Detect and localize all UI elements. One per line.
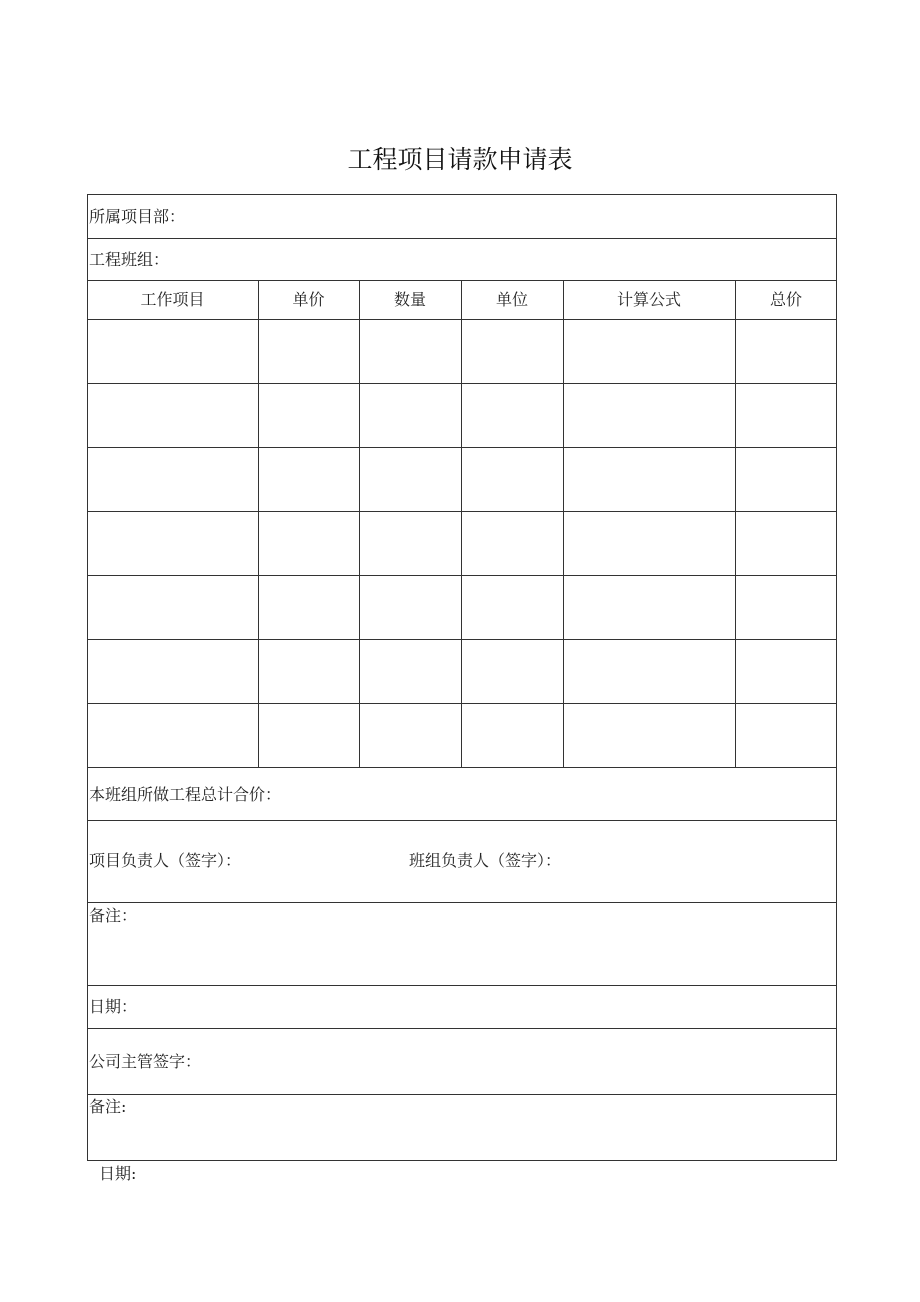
- project-lead-sign-label: 项目负责人（签字）：: [89, 851, 242, 870]
- table-cell: [563, 511, 735, 575]
- divider: [87, 820, 837, 821]
- header-unit-price: 单价: [292, 290, 325, 309]
- table-cell: [359, 383, 461, 447]
- table-cell: [87, 575, 258, 639]
- date-label: 日期:: [99, 1164, 137, 1183]
- table-cell: [258, 703, 359, 767]
- table-cell: [735, 383, 837, 447]
- team-lead-sign-label: 班组负责人（签字）：: [409, 851, 562, 870]
- page-title: 工程项目请款申请表: [347, 145, 573, 174]
- table-cell: [87, 447, 258, 511]
- table-cell: [359, 319, 461, 383]
- table-cell: [359, 639, 461, 703]
- table-cell: [563, 319, 735, 383]
- divider: [87, 902, 837, 903]
- divider: [87, 1094, 837, 1095]
- table-cell: [461, 447, 563, 511]
- header-unit: 单位: [495, 290, 528, 309]
- table-cell: [735, 319, 837, 383]
- table-cell: [87, 383, 258, 447]
- remarks-label: 备注:: [89, 1097, 127, 1116]
- table-cell: [359, 703, 461, 767]
- table-cell: [87, 703, 258, 767]
- divider: [87, 985, 837, 986]
- table-cell: [258, 319, 359, 383]
- table-cell: [461, 383, 563, 447]
- project-dept-label: 所属项目部：: [89, 207, 186, 226]
- divider: [87, 1028, 837, 1029]
- table-cell: [735, 511, 837, 575]
- table-cell: [258, 575, 359, 639]
- table-cell: [563, 703, 735, 767]
- table-cell: [359, 575, 461, 639]
- header-formula: 计算公式: [616, 290, 681, 309]
- header-quantity: 数量: [393, 290, 426, 309]
- table-cell: [87, 319, 258, 383]
- divider: [87, 238, 837, 239]
- company-supervisor-sign-label: 公司主管签字：: [89, 1052, 202, 1071]
- team-label: 工程班组：: [89, 250, 170, 269]
- divider: [87, 280, 837, 281]
- table-cell: [735, 447, 837, 511]
- header-total-price: 总价: [769, 290, 802, 309]
- table-cell: [461, 575, 563, 639]
- table-cell: [735, 703, 837, 767]
- header-work-item: 工作项目: [140, 290, 205, 309]
- table-cell: [735, 575, 837, 639]
- date-label: 日期：: [89, 997, 138, 1016]
- table-cell: [735, 639, 837, 703]
- table-cell: [461, 511, 563, 575]
- table-cell: [258, 383, 359, 447]
- table-cell: [359, 511, 461, 575]
- table-cell: [258, 447, 359, 511]
- table-cell: [563, 447, 735, 511]
- team-total-label: 本班组所做工程总计合价：: [89, 785, 282, 804]
- table-cell: [258, 511, 359, 575]
- table-cell: [87, 511, 258, 575]
- table-cell: [461, 703, 563, 767]
- table-cell: [563, 639, 735, 703]
- table-cell: [461, 319, 563, 383]
- table-cell: [359, 447, 461, 511]
- table-cell: [87, 639, 258, 703]
- table-cell: [461, 639, 563, 703]
- divider: [87, 767, 837, 768]
- table-cell: [563, 575, 735, 639]
- table-cell: [258, 639, 359, 703]
- remarks-label: 备注：: [89, 906, 138, 925]
- table-cell: [563, 383, 735, 447]
